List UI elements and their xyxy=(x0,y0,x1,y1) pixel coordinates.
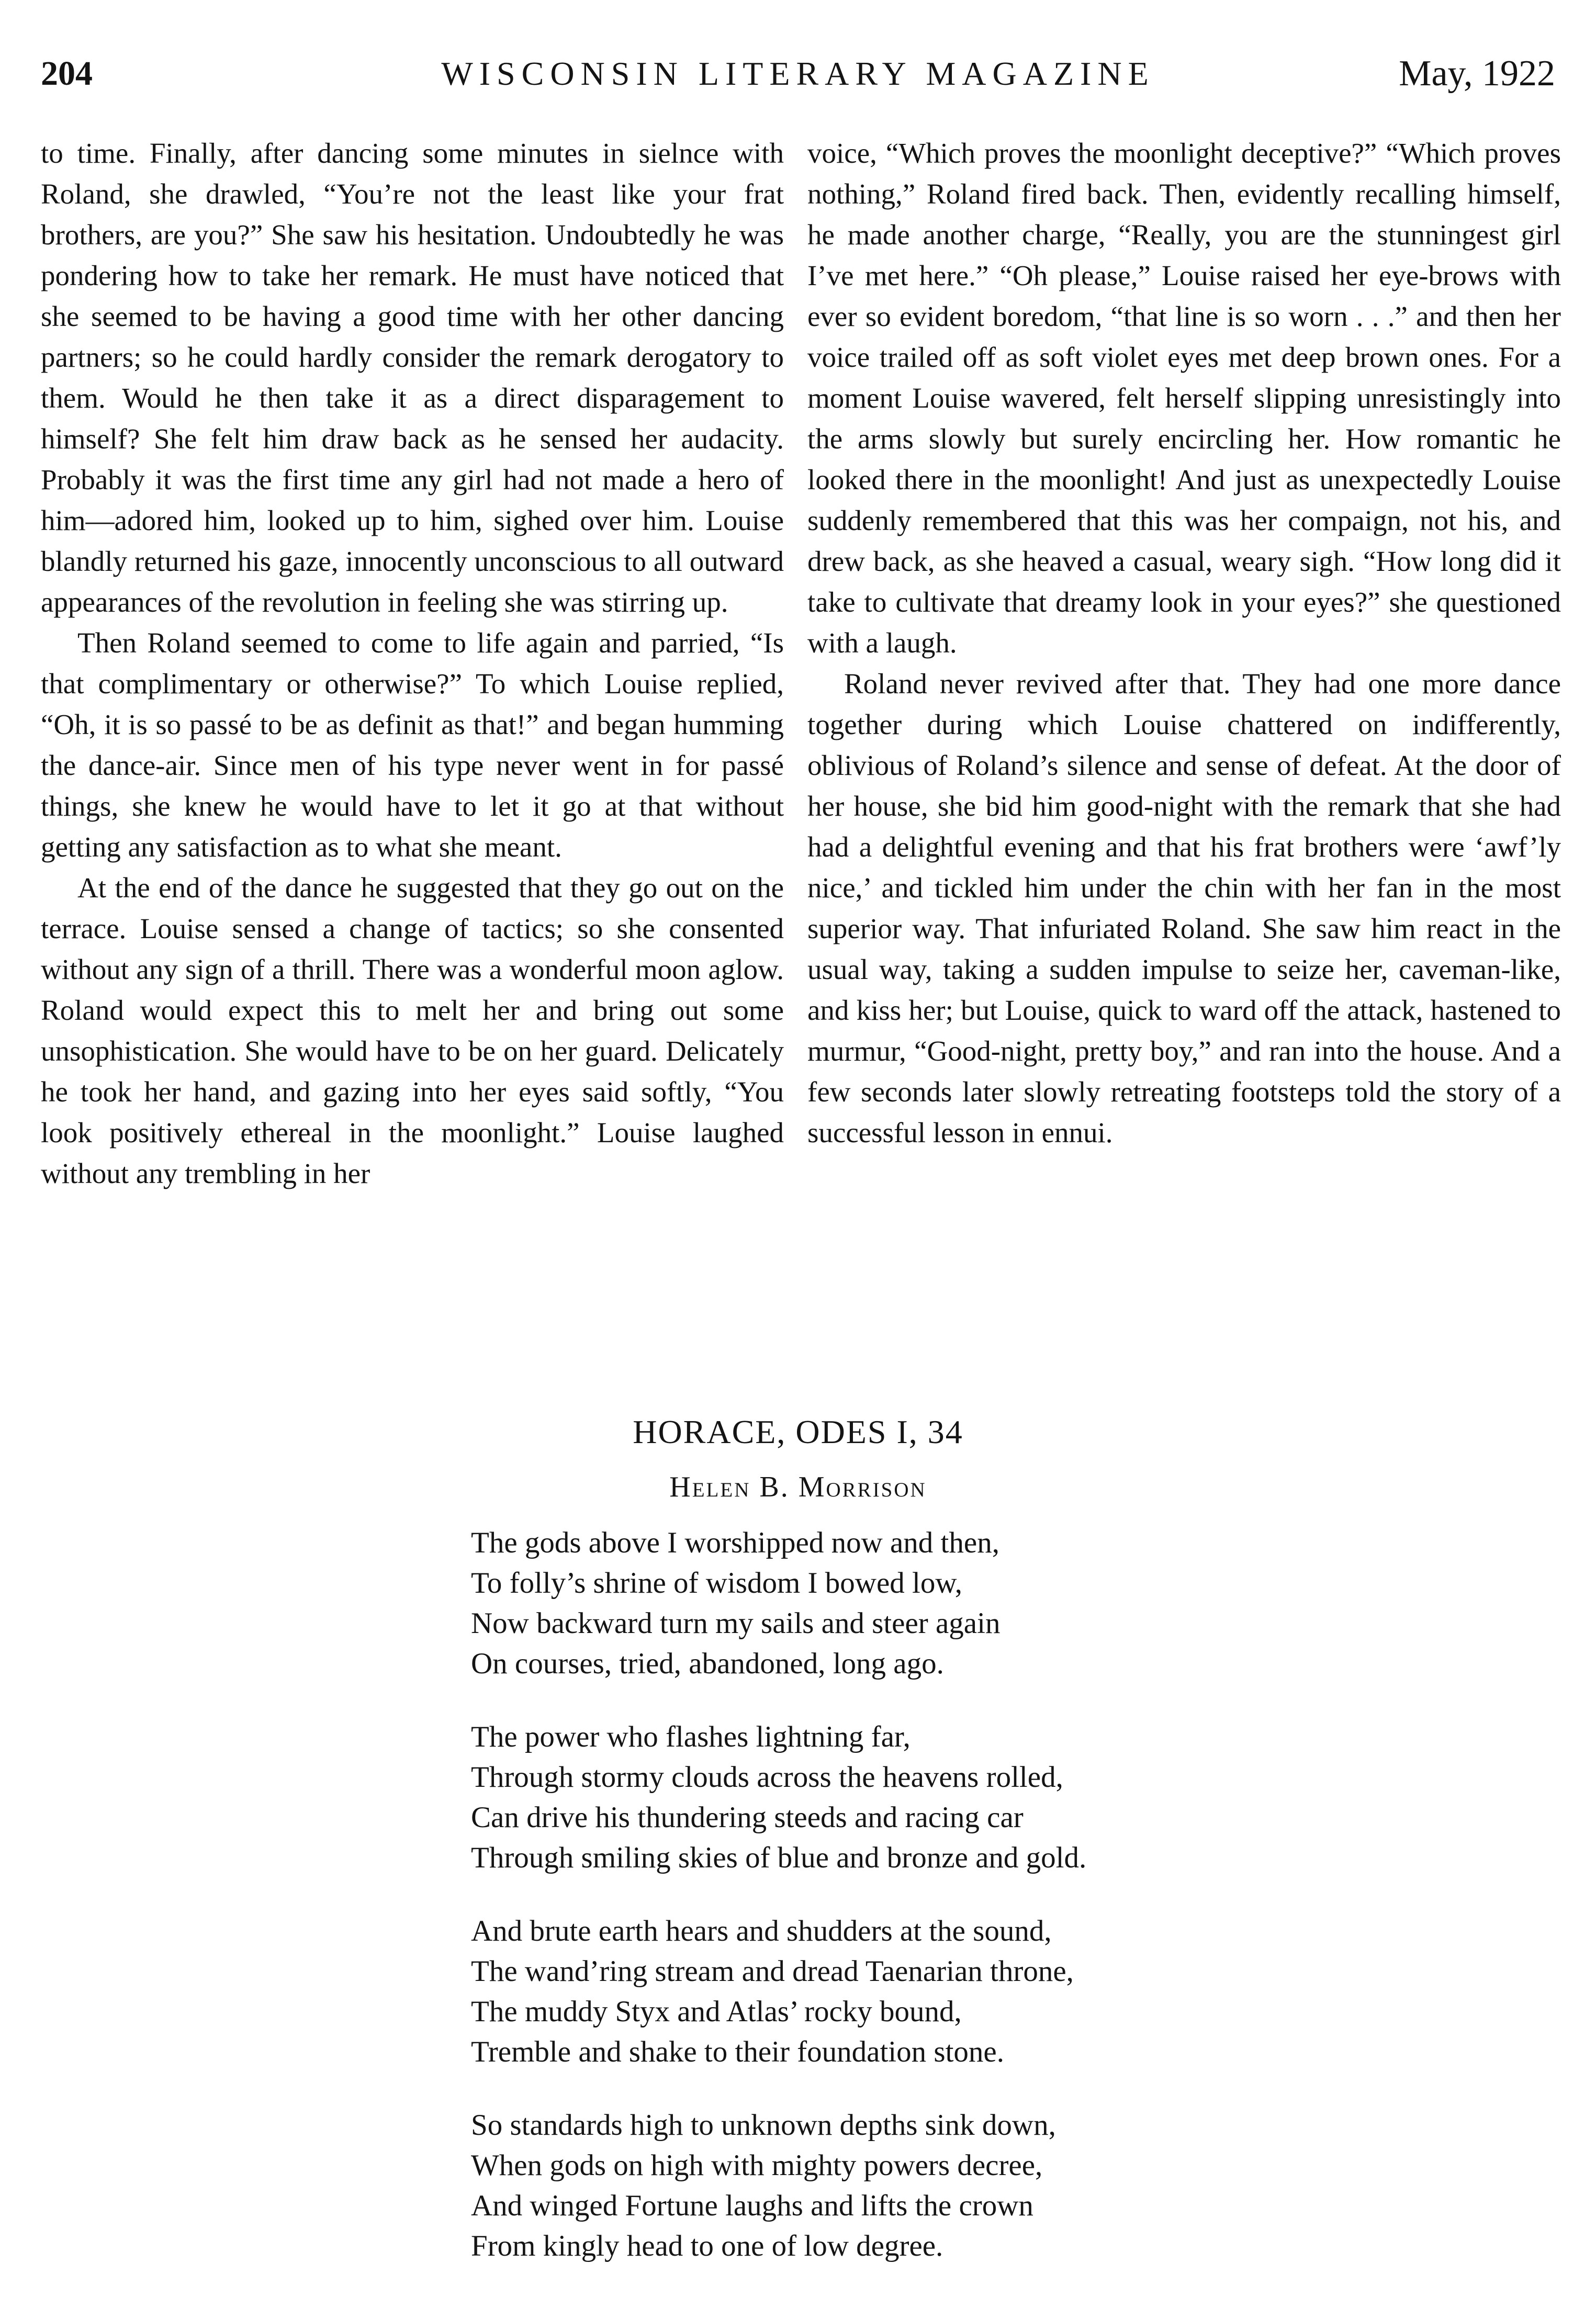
poem-line: And winged Fortune laughs and lifts the crown xyxy=(471,2189,1033,2222)
poem-line: Through stormy clouds across the heavens rolled, xyxy=(471,1761,1063,1794)
poem-title: HORACE, ODES I, 34 xyxy=(633,1413,963,1450)
poem-line: Through smiling skies of blue and bronze and gold. xyxy=(471,1841,1087,1874)
poem-stanza xyxy=(471,2105,1256,2266)
story-right-column xyxy=(807,133,1561,1153)
poem-stanza xyxy=(471,1523,1256,1684)
poem-stanza xyxy=(471,1911,1256,2072)
story-paragraph: At the end of the dance he suggested that they go out on the terrace. Louise sensed a change of tactics; so she consented without any sign of a thrill. There was a wonderful moon aglow. Roland would expect this to melt her and bring out some unsophistication. She would have to be on her guard. Delicately he took her hand, and gazing into her eyes said softly, “You look positively ethereal in the moonlight.” Louise laughed without any trembling in her xyxy=(41,872,784,1189)
poem-line: The power who flashes lightning far, xyxy=(471,1720,911,1753)
poem-line: On courses, tried, abandoned, long ago. xyxy=(471,1647,944,1680)
poem-line: The gods above I worshipped now and then, xyxy=(471,1526,999,1559)
story-left-column xyxy=(41,133,784,1194)
poem-body xyxy=(471,1523,1256,2299)
poem-line: When gods on high with mighty powers decree, xyxy=(471,2149,1043,2182)
page-number: 204 xyxy=(41,54,93,93)
page-header xyxy=(41,50,1555,97)
poem-author: Helen B. Morrison xyxy=(669,1471,927,1503)
poem-line: Now backward turn my sails and steer again xyxy=(471,1607,1001,1640)
story-paragraph: voice, “Which proves the moonlight deceptive?” “Which proves nothing,” Roland fired back. Then, evidently recalling himself, he made another charge, “Really, you are the stunningest girl I’ve met here.” “Oh please,” Louise raised her eye-brows with ever so evident boredom, “that line is so worn . . .” and then her voice trailed off as soft violet eyes met deep brown ones. For a moment Louise wavered, felt herself slipping unresistingly into the arms slowly but surely encircling her. How romantic he looked there in the moonlight! And just as unexpectedly Louise suddenly remembered that this was her compaign, not his, and drew back, as she heaved a casual, weary sigh. “How long did it take to cultivate that dreamy look in your eyes?” she questioned with a laugh. xyxy=(807,137,1561,659)
issue-date: May, 1922 xyxy=(1399,53,1555,94)
poem-line: Can drive his thundering steeds and racing car xyxy=(471,1801,1024,1834)
story-paragraph: Roland never revived after that. They had one more dance together during which Louise chattered on indifferently, oblivious of Roland’s silence and sense of defeat. At the door of her house, she bid him good-night with the remark that she had had a delightful evening and that his frat brothers were ‘awf’ly nice,’ and tickled him under the chin with her fan in the most superior way. That infuriated Roland. She saw him react in the usual way, taking a sudden impulse to seize her, caveman-like, and kiss her; but Louise, quick to ward off the attack, hastened to murmur, “Good-night, pretty boy,” and ran into the house. And a few seconds later slowly retreating footsteps told the story of a successful lesson in ennui. xyxy=(807,668,1561,1148)
poem-line: The wand’ring stream and dread Taenarian throne, xyxy=(471,1955,1074,1988)
story-paragraph: Then Roland seemed to come to life again and parried, “Is that complimentary or otherwise?” To which Louise replied, “Oh, it is so passé to be as definit as that!” and began humming the dance-air. Since men of his type never went in for passé things, she knew he would have to let it go at that without getting any satisfaction as to what she meant. xyxy=(41,627,784,863)
story-paragraph: to time. Finally, after dancing some minutes in sielnce with Roland, she drawled, “You’re not the least like your frat brothers, are you?” She saw his hesitation. Undoubtedly he was pondering how to take her remark. He must have noticed that she seemed to be having a good time with her other dancing partners; so he could hardly consider the remark derogatory to them. Would he then take it as a direct disparagement to himself? She felt him draw back as he sensed her audacity. Probably it was the first time any girl had not made a hero of him—adored him, looked up to him, sighed over him. Louise blandly returned his gaze, innocently unconscious to all outward appearances of the revolution in feeling she was stirring up. xyxy=(41,137,784,618)
poem-line: From kingly head to one of low degree. xyxy=(471,2229,943,2262)
poem-line: The muddy Styx and Atlas’ rocky bound, xyxy=(471,1995,962,2028)
poem-stanza xyxy=(471,1717,1256,1878)
poem-line: Tremble and shake to their foundation stone. xyxy=(471,2035,1004,2068)
magazine-title: WISCONSIN LITERARY MAGAZINE xyxy=(441,55,1155,92)
poem-line: To folly’s shrine of wisdom I bowed low, xyxy=(471,1567,963,1600)
poem-line: So standards high to unknown depths sink down, xyxy=(471,2109,1056,2142)
poem-line: And brute earth hears and shudders at the sound, xyxy=(471,1914,1052,1947)
